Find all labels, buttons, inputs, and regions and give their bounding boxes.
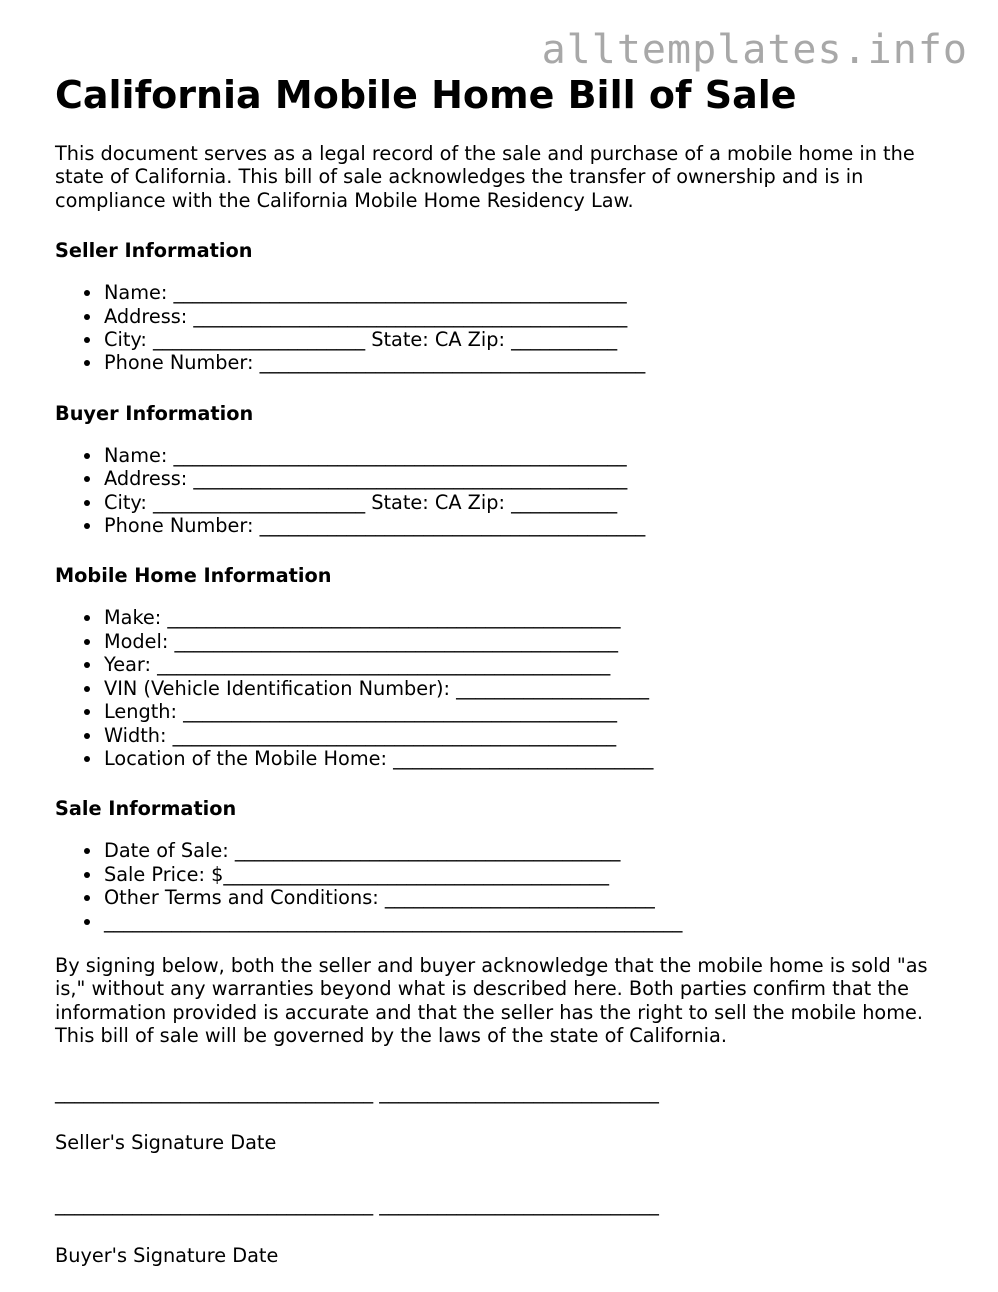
other-terms-field[interactable]: Other Terms and Conditions: ____________________________ [104, 886, 955, 909]
buyer-city-state-zip-field[interactable]: City: ______________________ State: CA Zip: ___________ [104, 491, 955, 514]
mobile-home-list [55, 606, 955, 770]
seller-signature-label: Seller's Signature Date [55, 1130, 277, 1154]
date-of-sale-field[interactable]: Date of Sale: ________________________________________ [104, 839, 955, 862]
page-title: California Mobile Home Bill of Sale [55, 73, 797, 117]
sale-heading: Sale Information [55, 797, 237, 821]
buyer-signature-label: Buyer's Signature Date [55, 1243, 279, 1267]
sale-list [55, 839, 955, 933]
seller-address-field[interactable]: Address: _____________________________________________ [104, 305, 955, 328]
intro-paragraph: This document serves as a legal record of the sale and purchase of a mobile home in the state of California. This bill of sale acknowledges the transfer of ownership and is in compliance with the California Mobile Home Residency Law. [55, 142, 915, 212]
vin-field[interactable]: VIN (Vehicle Identification Number): ____________________ [104, 677, 955, 700]
seller-city-state-zip-field[interactable]: City: ______________________ State: CA Zip: ___________ [104, 328, 955, 351]
seller-list [55, 281, 955, 375]
sale-price-field[interactable]: Sale Price: $________________________________________ [104, 863, 955, 886]
seller-heading: Seller Information [55, 239, 253, 263]
location-field[interactable]: Location of the Mobile Home: ___________________________ [104, 747, 955, 770]
closing-paragraph: By signing below, both the seller and buyer acknowledge that the mobile home is sold "as is," without any warranties beyond what is described here. Both parties confirm that the information provided is accurate and that the seller has the right to sell the mobile home. This bill of sale will be governed by the laws of the state of California. [55, 953, 928, 1048]
seller-name-field[interactable]: Name: _______________________________________________ [104, 281, 955, 304]
watermark: alltemplates.info [541, 27, 968, 73]
document-page [55, 72, 955, 1267]
buyer-signature-line[interactable]: _________________________________ _____________________________ [55, 1193, 659, 1217]
buyer-name-field[interactable]: Name: _______________________________________________ [104, 444, 955, 467]
buyer-heading: Buyer Information [55, 401, 254, 425]
seller-signature-line[interactable]: _________________________________ _____________________________ [55, 1080, 659, 1104]
width-field[interactable]: Width: ______________________________________________ [104, 724, 955, 747]
buyer-address-field[interactable]: Address: _____________________________________________ [104, 467, 955, 490]
year-field[interactable]: Year: _______________________________________________ [104, 653, 955, 676]
model-field[interactable]: Model: ______________________________________________ [104, 630, 955, 653]
mobile-home-heading: Mobile Home Information [55, 564, 332, 588]
buyer-phone-field[interactable]: Phone Number: ________________________________________ [104, 514, 955, 537]
other-terms-continuation-field[interactable]: ____________________________________________________________ [104, 910, 955, 933]
buyer-list [55, 444, 955, 538]
seller-phone-field[interactable]: Phone Number: ________________________________________ [104, 351, 955, 374]
make-field[interactable]: Make: _______________________________________________ [104, 606, 955, 629]
length-field[interactable]: Length: _____________________________________________ [104, 700, 955, 723]
